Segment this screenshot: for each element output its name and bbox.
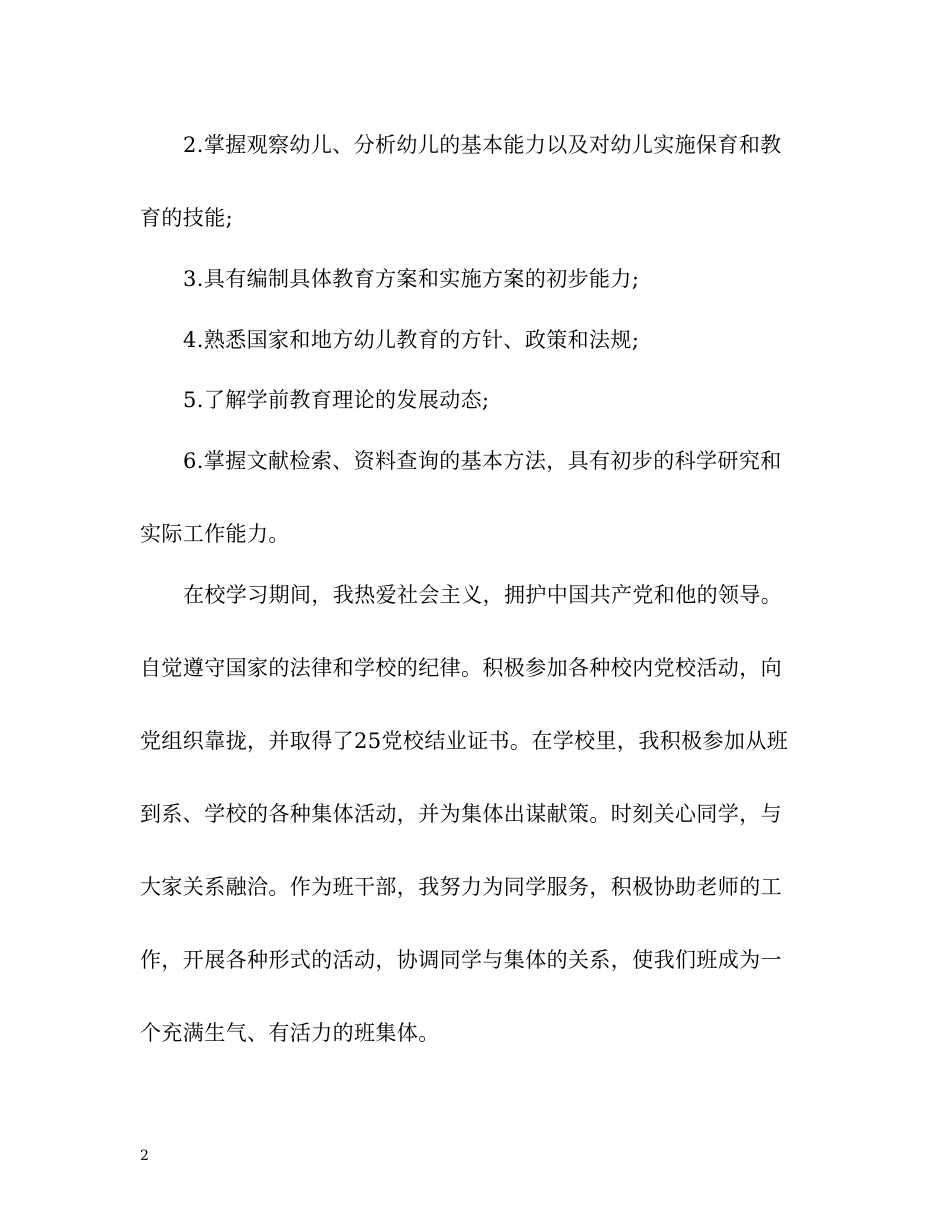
text-line: 实际工作能力。: [140, 522, 290, 546]
text-line: 3.具有编制具体教育方案和实施方案的初步能力;: [183, 267, 640, 291]
text-line: 育的技能;: [140, 206, 234, 230]
text-line: 自觉遵守国家的法律和学校的纪律。积极参加各种校内党校活动，向: [140, 656, 782, 680]
text-line: 党组织靠拢，并取得了25党校结业证书。在学校里，我积极参加从班: [140, 729, 789, 753]
text-line: 5.了解学前教育理论的发展动态;: [183, 388, 490, 412]
text-line: 作，开展各种形式的活动，协调同学与集体的关系，使我们班成为一: [140, 948, 782, 972]
page-number: 2: [140, 1148, 149, 1164]
text-line: 个充满生气、有活力的班集体。: [140, 1021, 440, 1045]
text-line: 2.掌握观察幼儿、分析幼儿的基本能力以及对幼儿实施保育和教: [183, 133, 782, 157]
text-line: 大家关系融洽。作为班干部，我努力为同学服务，积极协助老师的工: [140, 875, 782, 899]
text-line: 在校学习期间，我热爱社会主义，拥护中国共产党和他的领导。: [183, 583, 783, 607]
text-line: 到系、学校的各种集体活动，并为集体出谋献策。时刻关心同学，与: [140, 802, 782, 826]
text-line: 6.掌握文献检索、资料查询的基本方法，具有初步的科学研究和: [183, 449, 782, 473]
text-line: 4.熟悉国家和地方幼儿教育的方针、政策和法规;: [183, 328, 640, 352]
